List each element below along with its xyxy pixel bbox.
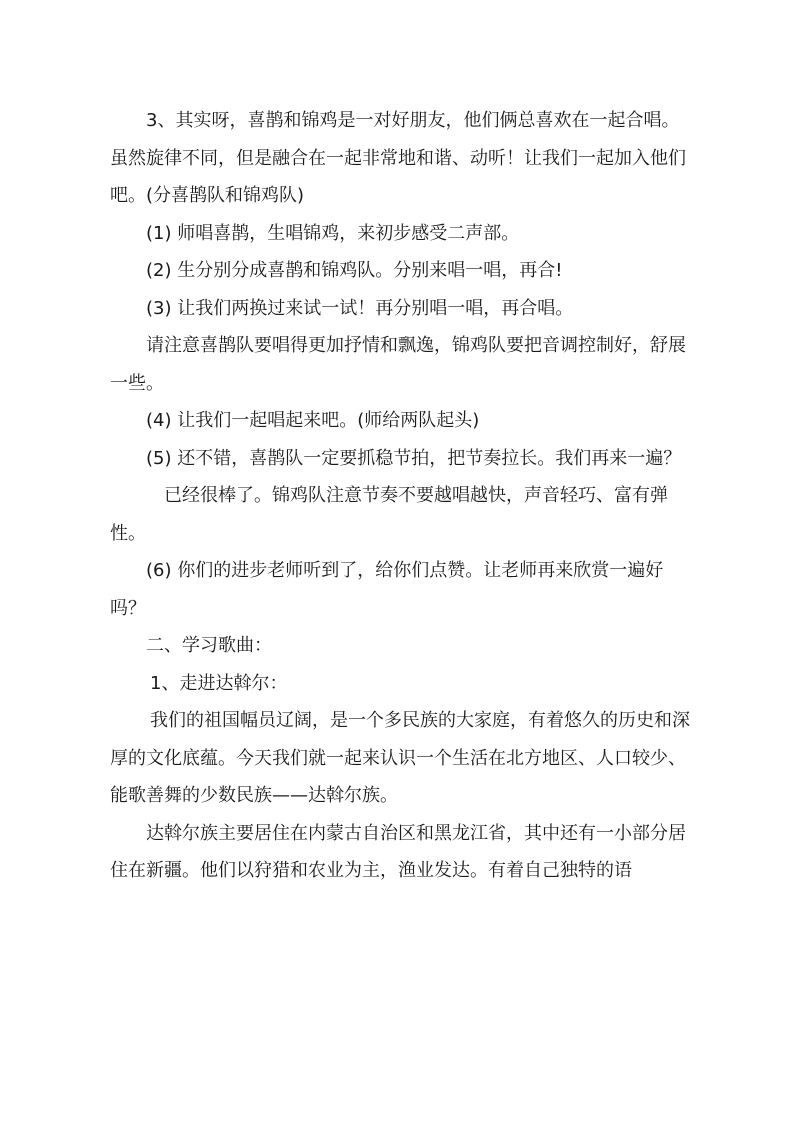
document-body: [110, 102, 690, 890]
paragraph-step-4: (4) 让我们一起唱起来吧。(师给两队起头): [146, 410, 480, 431]
paragraph-step-5: (5) 还不错，喜鹊队一定要抓稳节拍，把节奏拉长。我们再来一遍？: [146, 447, 682, 469]
paragraph-step-6: (6) 你们的进步老师听到了，给你们点赞。让老师再来欣赏一遍好吗？: [110, 560, 664, 619]
section-heading-learn-song: 二、学习歌曲：: [146, 635, 272, 656]
paragraph-daur-residence: 达斡尔族主要居住在内蒙古自治区和黑龙江省，其中还有一小部分居住在新疆。他们以狩猎和农业为主，渔业发达。有着自己独特的语: [110, 822, 686, 881]
paragraph-step-3: (3) 让我们两换过来试一试！再分别唱一唱，再合唱。: [146, 297, 574, 319]
paragraph-motherland: 我们的祖国幅员辽阔，是一个多民族的大家庭，有着悠久的历史和深厚的文化底蕴。今天我们就一起来认识一个生活在北方地区、人口较少、能歌善舞的少数民族——达斡尔族。: [110, 710, 690, 806]
subheading-daur: 1、走进达斡尔：: [150, 672, 288, 694]
paragraph-harmony-intro: 3、其实呀，喜鹊和锦鸡是一对好朋友，他们俩总喜欢在一起合唱。虽然旋律不同，但是融合在一起非常地和谐、动听！让我们一起加入他们吧。(分喜鹊队和锦鸡队): [110, 110, 686, 206]
paragraph-step-2: (2) 生分别分成喜鹊和锦鸡队。分别来唱一唱，再合!: [146, 260, 563, 281]
paragraph-step-1: (1) 师唱喜鹊，生唱锦鸡，来初步感受二声部。: [146, 222, 520, 244]
paragraph-praise: 已经很棒了。锦鸡队注意节奏不要越唱越快，声音轻巧、富有弹性。: [110, 485, 668, 544]
paragraph-singing-tips: 请注意喜鹊队要唱得更加抒情和飘逸，锦鸡队要把音调控制好，舒展一些。: [110, 335, 686, 394]
